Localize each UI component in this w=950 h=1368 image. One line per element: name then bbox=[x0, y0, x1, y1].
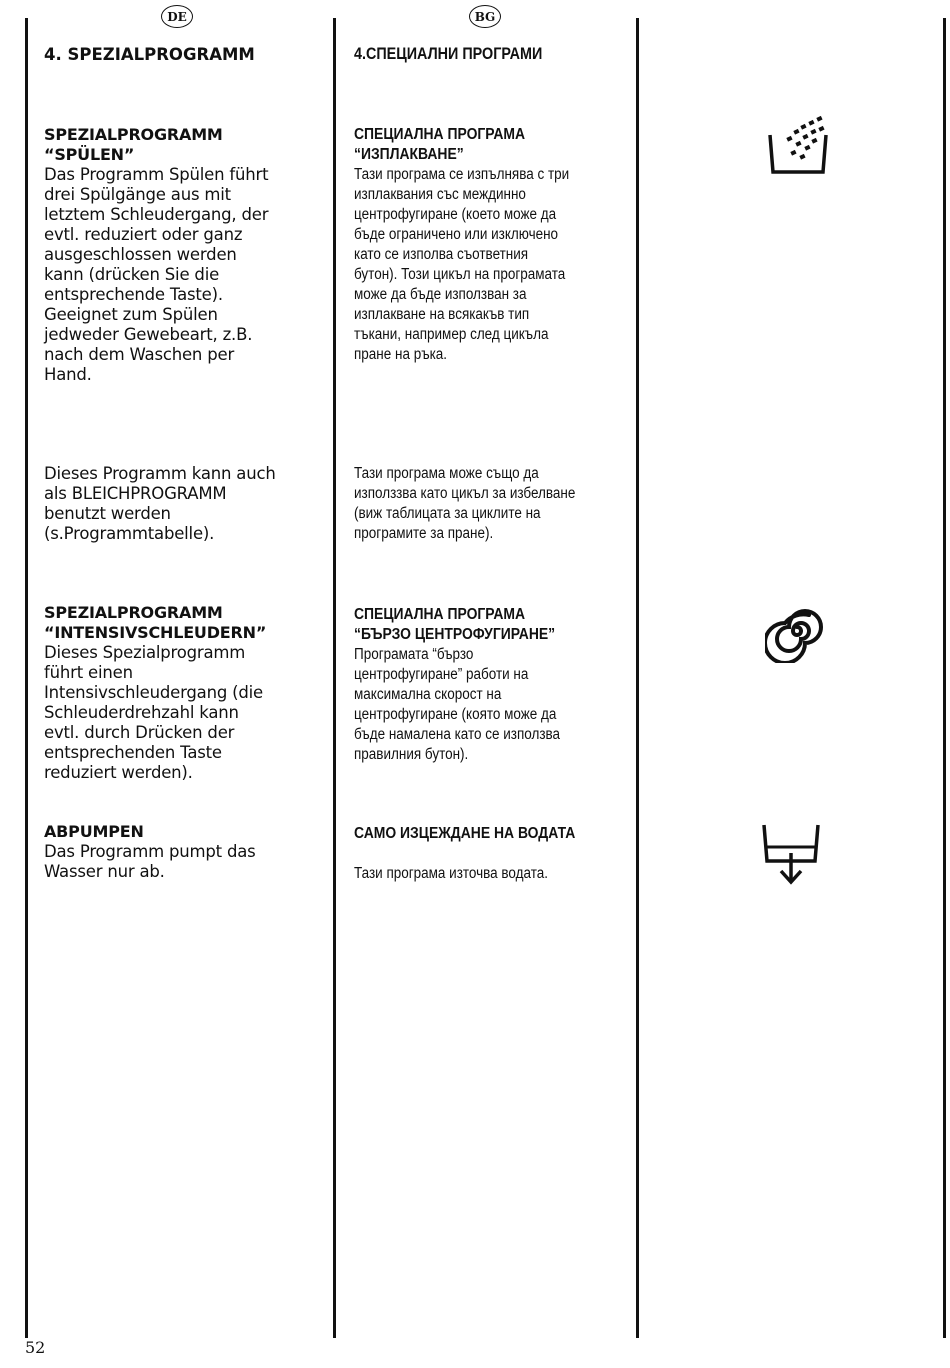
text-line: reduziert werden). bbox=[44, 763, 193, 782]
text-line: използзва като цикъл за избелване bbox=[354, 485, 576, 502]
spin-spiral-icon bbox=[765, 599, 829, 663]
language-badge-de: DE bbox=[161, 5, 193, 28]
drain-section-bg bbox=[354, 824, 632, 884]
text-line: тъкани, например след цикъла bbox=[354, 326, 549, 343]
text-line: führt einen bbox=[44, 663, 133, 682]
rinse-shower-tub-icon bbox=[765, 115, 831, 181]
text-line: програмите за пране). bbox=[354, 525, 494, 542]
text-line: максимална скорост на bbox=[354, 686, 502, 703]
text-line: центрофугиране (която може да bbox=[354, 706, 557, 723]
text-line: изплаквания със междинно bbox=[354, 186, 526, 203]
text-line: центрофугиране (което може да bbox=[354, 206, 557, 223]
spin-section-de bbox=[44, 603, 329, 783]
drain-section-de bbox=[44, 822, 329, 882]
page-number: 52 bbox=[25, 1338, 46, 1357]
text-line: jedweder Gewebeart, z.B. bbox=[44, 325, 253, 344]
text-line: Schleuderdrehzahl kann bbox=[44, 703, 239, 722]
heading-line: “БЪРЗО ЦЕНТРОФУГИРАНЕ” bbox=[354, 626, 556, 643]
heading-line: SPEZIALPROGRAMM bbox=[44, 125, 223, 144]
text-line: Dieses Programm kann auch bbox=[44, 464, 276, 483]
text-line: (s.Programmtabelle). bbox=[44, 524, 215, 543]
spin-section-bg bbox=[354, 605, 632, 765]
text-line: benutzt werden bbox=[44, 504, 171, 523]
text-line: evtl. reduziert oder ganz bbox=[44, 225, 243, 244]
text-line: Das Programm pumpt das bbox=[44, 842, 256, 861]
heading-line: “SPÜLEN” bbox=[44, 145, 135, 164]
column-divider-left bbox=[25, 18, 28, 1338]
text-line bbox=[354, 844, 632, 864]
text-line: бъде намалена като се използва bbox=[354, 726, 561, 743]
text-line: Тази програма може също да bbox=[354, 465, 539, 482]
text-line: Wasser nur ab. bbox=[44, 862, 165, 881]
bleach-note-bg bbox=[354, 464, 632, 544]
rinse-section-bg bbox=[354, 125, 632, 365]
text-line: als BLEICHPROGRAMM bbox=[44, 484, 227, 503]
text-line: entsprechenden Taste bbox=[44, 743, 222, 762]
rinse-section-de bbox=[44, 125, 329, 385]
heading-line: СПЕЦИАЛНА ПРОГРАМА bbox=[354, 606, 526, 623]
text-line: drei Spülgänge aus mit bbox=[44, 185, 231, 204]
section-title-bg: 4.СПЕЦИАЛНИ ПРОГРАМИ bbox=[354, 45, 543, 63]
text-line: изплакване на всякакъв тип bbox=[354, 306, 530, 323]
heading-line: СПЕЦИАЛНА ПРОГРАМА bbox=[354, 126, 526, 143]
heading-line: “ИЗПЛАКВАНЕ” bbox=[354, 146, 464, 163]
column-divider-edge bbox=[943, 18, 946, 1338]
text-line: (виж таблицата за циклите на bbox=[354, 505, 541, 522]
text-line: Dieses Spezialprogramm bbox=[44, 643, 246, 662]
text-line: центрофугиране” работи на bbox=[354, 666, 529, 683]
text-line: Das Programm Spülen führt bbox=[44, 165, 269, 184]
text-line: ausgeschlossen werden bbox=[44, 245, 237, 264]
column-divider-middle bbox=[333, 18, 336, 1338]
text-line: пране на ръка. bbox=[354, 346, 448, 363]
text-line: letztem Schleudergang, der bbox=[44, 205, 269, 224]
heading-line: САМО ИЗЦЕЖДАНЕ НА ВОДАТА bbox=[354, 825, 576, 842]
heading-line: SPEZIALPROGRAMM bbox=[44, 603, 223, 622]
text-line: може да бъде използван за bbox=[354, 286, 527, 303]
text-line: kann (drücken Sie die bbox=[44, 265, 220, 284]
text-line: evtl. durch Drücken der bbox=[44, 723, 235, 742]
column-divider-right bbox=[636, 18, 639, 1338]
text-line: Geeignet zum Spülen bbox=[44, 305, 218, 324]
text-line: Intensivschleudergang (die bbox=[44, 683, 263, 702]
section-title-de: 4. SPEZIALPROGRAMM bbox=[44, 45, 255, 64]
heading-line: ABPUMPEN bbox=[44, 822, 144, 841]
bleach-note-de bbox=[44, 464, 329, 544]
text-line: Тази програма се изпълнява с три bbox=[354, 166, 570, 183]
text-line: Hand. bbox=[44, 365, 92, 384]
drain-tub-arrow-icon bbox=[760, 823, 822, 887]
text-line: entsprechende Taste). bbox=[44, 285, 223, 304]
text-line: бъде ограничено или изключено bbox=[354, 226, 559, 243]
text-line: Тази програма източва водата. bbox=[354, 865, 548, 882]
heading-line: “INTENSIVSCHLEUDERN” bbox=[44, 623, 267, 642]
text-line: правилния бутон). bbox=[354, 746, 469, 763]
text-line: като се изполва съответния bbox=[354, 246, 529, 263]
text-line: Програмата “бързо bbox=[354, 646, 474, 663]
text-line: бутон). Този цикъл на програмата bbox=[354, 266, 566, 283]
text-line: nach dem Waschen per bbox=[44, 345, 235, 364]
language-badge-bg: BG bbox=[469, 5, 501, 28]
